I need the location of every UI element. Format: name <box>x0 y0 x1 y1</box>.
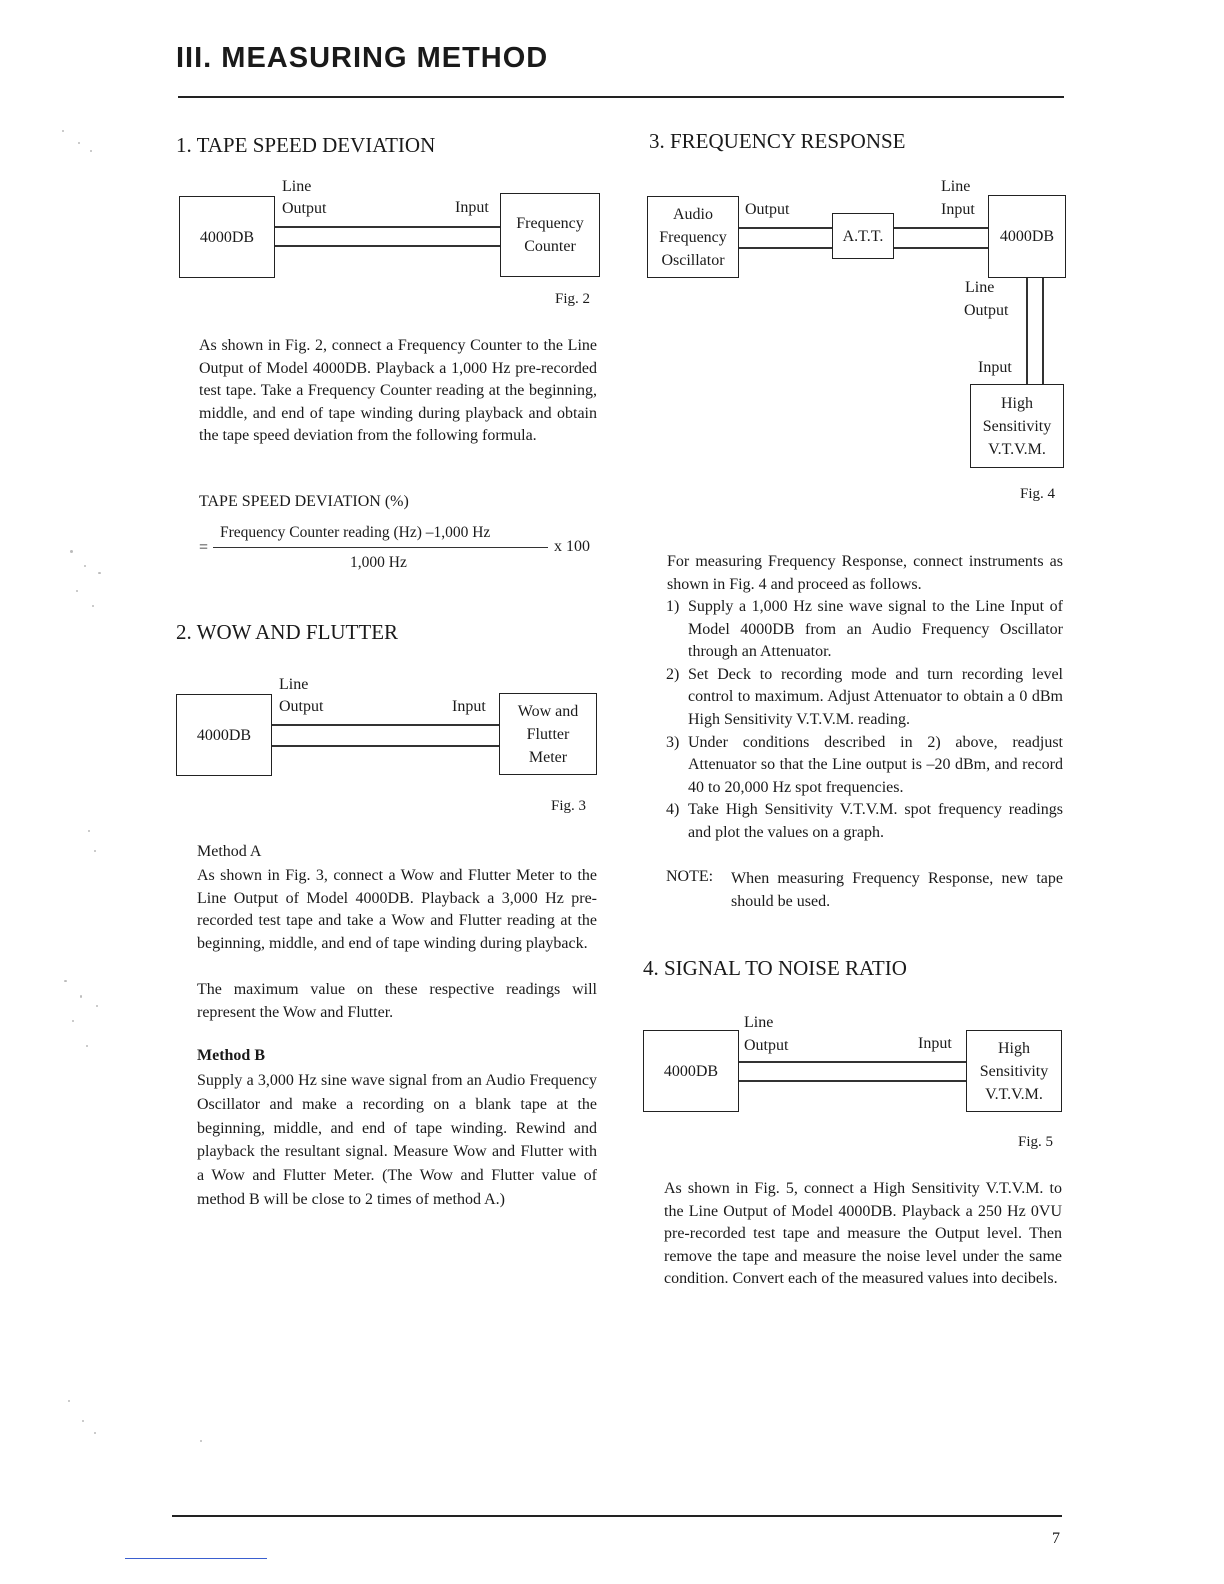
section-title-wow-flutter: 2. WOW AND FLUTTER <box>176 620 399 644</box>
meter-label-line1: Frequency <box>516 215 584 232</box>
signal-line-att <box>894 227 989 229</box>
scan-speck <box>68 1400 70 1402</box>
formula-multiplier: x 100 <box>554 538 590 555</box>
step-number: 3) <box>666 733 680 751</box>
label-input-top: Input <box>941 201 975 218</box>
figure-caption-2: Fig. 2 <box>555 291 591 307</box>
device-box-4000db: 4000DB <box>988 195 1066 278</box>
step-text: Under conditions described in 2) above, readjust Attenuator so that the Line output is –20 dBm, and record 40 to 20,000 Hz spot frequencies. <box>688 733 1063 796</box>
signal-noise-paragraph: As shown in Fig. 5, connect a High Sensitivity V.T.V.M. to the Line Output of Model 4000DB. Playback a 250 Hz 0VU pre-recorded test tape and measure the Output level. Then remove the tape and measure the noise level under the same condition. Convert each of the measured values into decibels. <box>664 1180 1062 1288</box>
section-title-frequency-response: 3. FREQUENCY RESPONSE <box>649 129 906 153</box>
vtvm-label-line1: High <box>1001 394 1033 412</box>
figure-caption-3: Fig. 3 <box>551 798 587 814</box>
method-b-paragraph: Supply a 3,000 Hz sine wave signal from an Audio Frequency Oscillator and make a recording on a blank tape at the beginning, middle, and end of tape winding. Rewind and playback the resultant signal. Measure Wow and Flutter with a Wow and Flutter Meter. (The Wow and Flutter value of method B will be close to 2 times of method A.) <box>197 1072 597 1208</box>
audio-oscillator-box <box>647 196 739 278</box>
device-box-4000db: 4000DB <box>643 1030 739 1112</box>
list-item <box>666 596 1063 664</box>
step-text: Take High Sensitivity V.T.V.M. spot frequency readings and plot the values on a graph. <box>688 801 1063 841</box>
vtvm-box <box>966 1030 1062 1112</box>
scan-speck <box>92 605 94 607</box>
osc-label-line3: Oscillator <box>661 251 725 269</box>
label-input: Input <box>455 199 489 216</box>
frequency-response-steps <box>666 596 1063 845</box>
scan-speck <box>96 1005 98 1007</box>
formula-fraction-bar <box>213 547 548 548</box>
ground-line <box>272 745 500 747</box>
signal-line-vertical <box>1026 278 1028 385</box>
meter-label-line2: Counter <box>524 238 576 255</box>
ground-line-att <box>894 247 989 249</box>
formula-denominator: 1,000 Hz <box>350 554 407 571</box>
method-a-title: Method A <box>197 843 262 860</box>
scan-speck <box>88 830 90 832</box>
meter-label-line1: Wow and <box>517 702 579 720</box>
scan-speck <box>70 550 73 553</box>
list-item <box>666 732 1063 800</box>
label-line: Line <box>282 178 312 195</box>
frequency-counter-box <box>500 193 600 277</box>
step-text: Supply a 1,000 Hz sine wave signal to the Line Input of Model 4000DB from an Audio Frequency Oscillator through an Attenuator. <box>688 598 1063 661</box>
ground-line-vertical <box>1042 278 1044 385</box>
formula-equals: = <box>199 539 209 556</box>
scan-speck <box>62 130 64 132</box>
header-rule <box>178 96 1064 98</box>
vtvm-label-line3: V.T.V.M. <box>985 1085 1043 1103</box>
vtvm-label-line3: V.T.V.M. <box>988 440 1046 458</box>
label-output: Output <box>282 200 327 217</box>
formula-title: TAPE SPEED DEVIATION (%) <box>199 493 409 510</box>
figure-caption-4: Fig. 4 <box>1020 486 1056 502</box>
list-item <box>666 664 1063 732</box>
step-number: 1) <box>666 598 680 615</box>
vtvm-label-line2: Sensitivity <box>982 417 1052 435</box>
scan-speck <box>82 1420 84 1422</box>
step-text: Set Deck to recording mode and turn recording level control to maximum. Adjust Attenuator to obtain a 0 dBm High Sensitivity V.T.V.M. reading. <box>688 665 1063 728</box>
label-line-out: Line <box>965 279 995 296</box>
signal-line <box>275 226 501 228</box>
scan-speck <box>98 572 101 574</box>
label-line: Line <box>279 676 309 693</box>
osc-label-line1: Audio <box>673 205 713 223</box>
label-input: Input <box>918 1035 952 1052</box>
label-output: Output <box>279 698 324 715</box>
label-output: Output <box>744 1037 789 1054</box>
signal-line <box>272 724 500 726</box>
ground-line <box>275 245 501 247</box>
section-title-tape-speed: 1. TAPE SPEED DEVIATION <box>176 133 436 157</box>
attenuator-box: A.T.T. <box>832 213 894 259</box>
note-text: When measuring Frequency Response, new tape should be used. <box>731 870 1063 910</box>
scan-speck <box>76 590 78 592</box>
footer-rule <box>172 1515 1062 1517</box>
label-line-top: Line <box>941 178 971 195</box>
osc-label-line2: Frequency <box>659 228 727 246</box>
ground-line <box>739 1080 967 1082</box>
label-input-low: Input <box>978 359 1012 376</box>
device-box-4000db: 4000DB <box>179 196 275 278</box>
scan-speck <box>94 850 96 852</box>
signal-line-osc <box>739 227 833 229</box>
signal-line <box>739 1061 967 1063</box>
meter-label-line3: Meter <box>528 748 568 766</box>
label-output: Output <box>745 201 790 218</box>
step-number: 2) <box>666 665 680 683</box>
step-number: 4) <box>666 801 680 819</box>
scan-speck <box>78 142 80 144</box>
scan-speck <box>86 1045 88 1047</box>
scan-speck <box>90 150 92 152</box>
wow-flutter-meter-box <box>499 693 597 775</box>
scan-speck <box>200 1440 202 1442</box>
scan-speck <box>94 1432 96 1434</box>
note-label: NOTE: <box>666 868 714 885</box>
vtvm-label-line1: High <box>998 1039 1030 1057</box>
section-title-signal-noise: 4. SIGNAL TO NOISE RATIO <box>643 956 907 980</box>
figure-caption-5: Fig. 5 <box>1018 1134 1054 1150</box>
method-b-title: Method B <box>197 1047 265 1064</box>
frequency-response-intro: For measuring Frequency Response, connect instruments as shown in Fig. 4 and proceed as follows. <box>667 553 1063 593</box>
ground-line-osc <box>739 247 833 249</box>
page-number: 7 <box>1052 1530 1060 1547</box>
list-item <box>666 799 1063 844</box>
label-input: Input <box>452 698 486 715</box>
scan-speck <box>84 565 86 567</box>
scan-speck <box>64 980 67 982</box>
link-underline <box>125 1558 267 1559</box>
vtvm-label-line2: Sensitivity <box>979 1062 1049 1080</box>
method-a-paragraph: As shown in Fig. 3, connect a Wow and Flutter Meter to the Line Output of Model 4000DB. Playback a 3,000 Hz pre-recorded test tape and take a Wow and Flutter reading at the beginning, middle, and end of tape winding during playback. <box>197 867 597 952</box>
page-header: III. MEASURING METHOD <box>176 42 549 74</box>
tape-speed-paragraph: As shown in Fig. 2, connect a Frequency Counter to the Line Output of Model 4000DB. Playback a 1,000 Hz pre-recorded test tape. Take a Frequency Counter reading at the beginning, middle, and end of tape winding during playback and obtain the tape speed deviation from the following formula. <box>199 337 597 445</box>
meter-label-line2: Flutter <box>526 725 570 743</box>
label-line: Line <box>744 1014 774 1031</box>
scan-speck <box>72 1020 74 1022</box>
vtvm-box <box>970 384 1064 468</box>
formula-numerator: Frequency Counter reading (Hz) –1,000 Hz <box>220 524 491 541</box>
device-box-4000db: 4000DB <box>176 694 272 776</box>
method-a-paragraph-2: The maximum value on these respective readings will represent the Wow and Flutter. <box>197 981 597 1021</box>
label-output-right: Output <box>964 302 1009 319</box>
scan-speck <box>80 995 82 998</box>
